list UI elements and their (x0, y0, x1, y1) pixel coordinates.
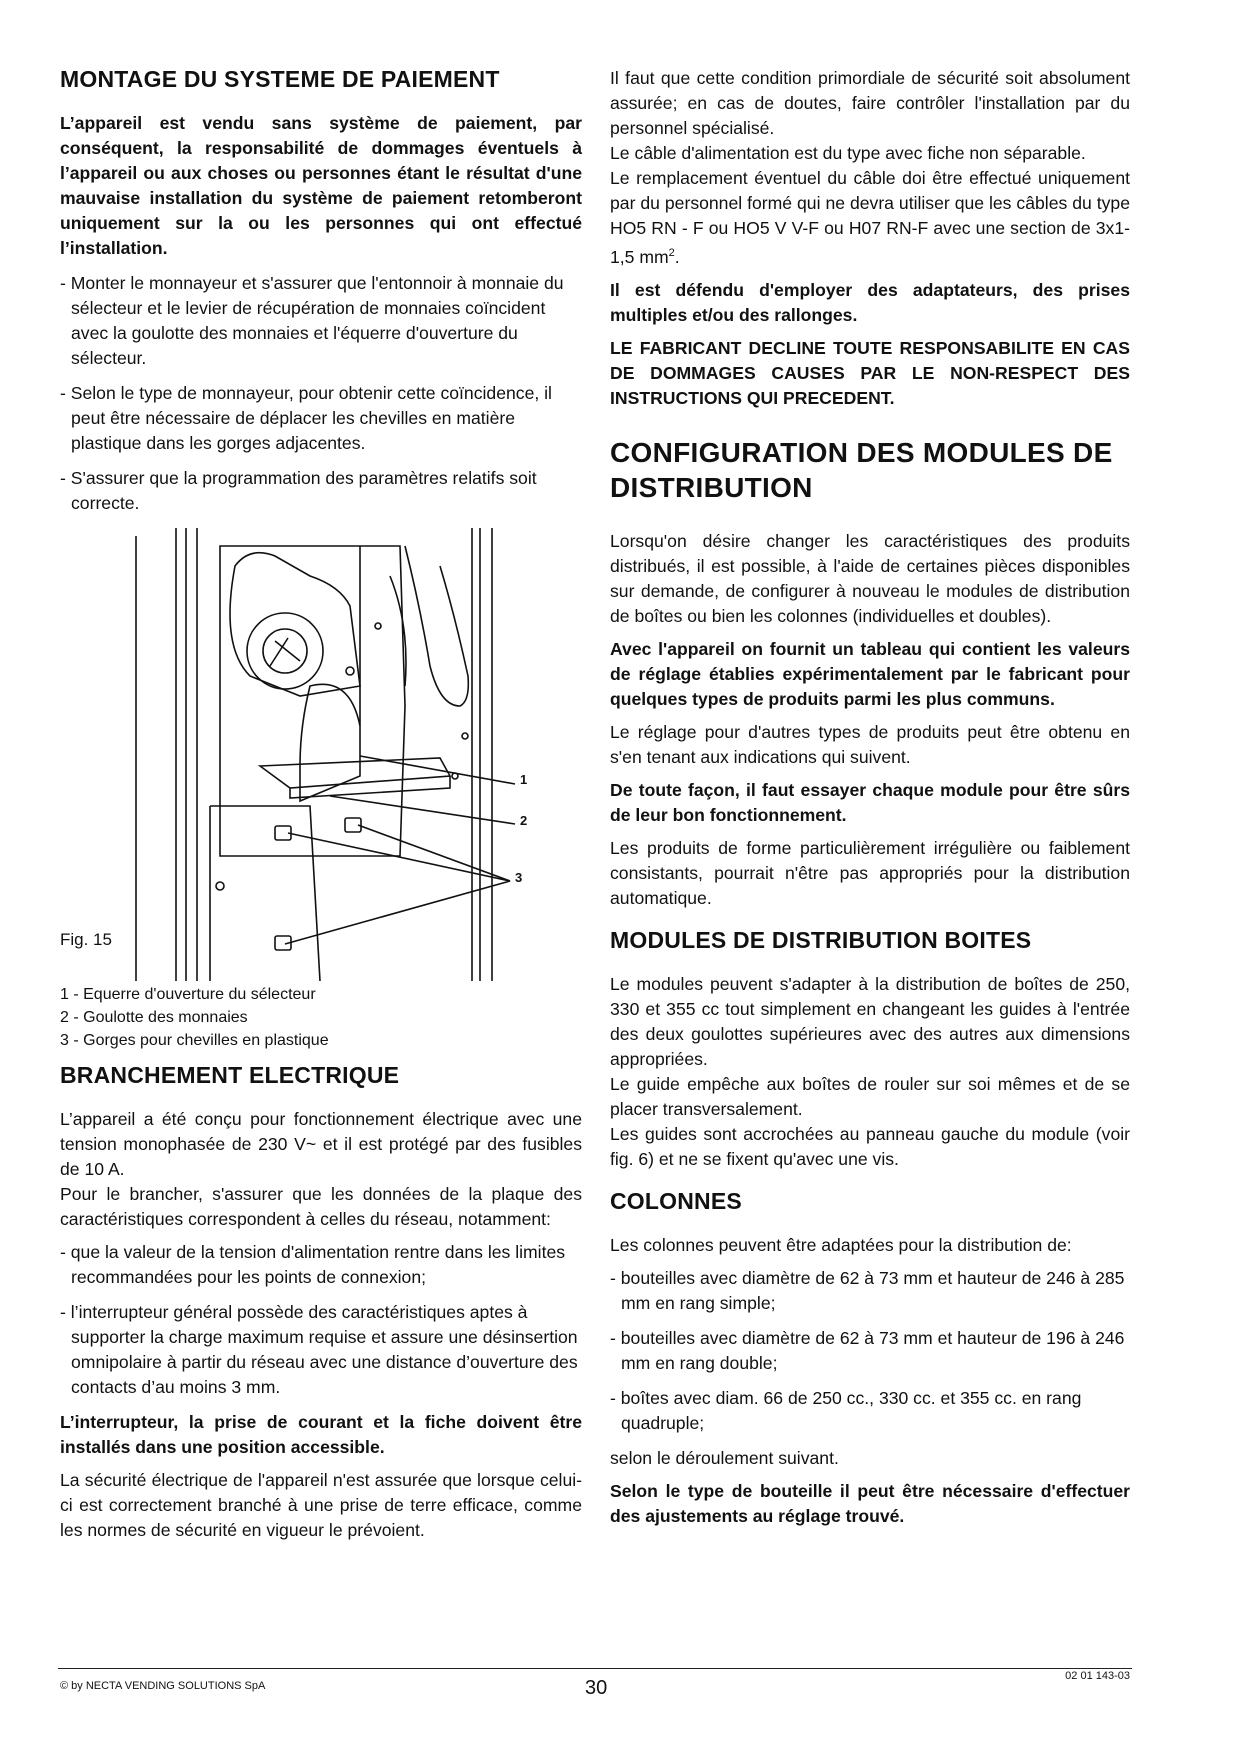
can-modules-p1: Le modules peuvent s'adapter à la distribution de boîtes de 250, 330 et 355 cc tout simplement en changeant les guides à l'entrée des deux goulottes supérieures avec des autres aux dimensions appropriées. (610, 973, 1130, 1069)
figure-label: Fig. 15 (60, 930, 112, 949)
electrical-safety: La sécurité électrique de l'appareil n'est assurée que lorsque celui-ci est correctement branché à une prise de terre efficace, comme les normes de sécurité en vigueur le prévoient. (60, 1470, 582, 1540)
list-item: - l’interrupteur général possède des caractéristiques aptes à supporter la charge maximum requise et assure une désinsertion omnipolaire à partir du réseau avec une distance d’ouverture des contacts d’au moins 3 mm. (60, 1302, 578, 1397)
list-item: - Monter le monnayeur et s'assurer que l'entonnoir à monnaie du sélecteur et le levier de récupération de monnaies coïncident avec la goulotte des monnaies et l'équerre d'ouverture du sélecteur. (60, 273, 564, 368)
callout-2: 2 (520, 813, 528, 828)
config-irregular: Les produits de forme particulièrement irrégulière ou faiblement consistants, pourrait n'être pas appropriés pour la distribution automatique. (610, 837, 1130, 908)
legend-item: 1 - Equerre d'ouverture du sélecteur (60, 986, 316, 1003)
cable-type: Le câble d'alimentation est du type avec fiche non séparable. (610, 143, 1086, 163)
figure-15 (60, 526, 582, 981)
electrical-check: Pour le brancher, s'assurer que les données de la plaque des caractéristiques correspondent à celles du réseau, notamment: (60, 1184, 582, 1229)
list-item: - bouteilles avec diamètre de 62 à 73 mm et hauteur de 246 à 285 mm en rang simple; (610, 1267, 1125, 1313)
config-table-note: Avec l'appareil on fournit un tableau qui contient les valeurs de réglage établies expérimentalement par le fabricant pour quelques types de produits parmi les plus communs. (610, 638, 1130, 709)
section-title-can-modules: MODULES DE DISTRIBUTION BOITES (610, 926, 1032, 953)
config-intro: Lorsqu'on désire changer les caractéristiques des produits distribués, il est possible, à l'aide de certaines pièces disponibles sur demande, de configurer à nouveau le modules de distribution de boîtes ou bien les colonnes (individuelles et doubles). (610, 530, 1130, 626)
callout-1: 1 (520, 772, 528, 787)
figure-legend (60, 983, 582, 1052)
electrical-checklist (60, 1240, 582, 1400)
right-column (610, 66, 1130, 1537)
columns-list (610, 1266, 1130, 1436)
can-modules-p2: Le guide empêche aux boîtes de rouler sur soi mêmes et de se placer transversalement. (610, 1073, 1130, 1119)
legend-item: 3 - Gorges pour chevilles en plastique (60, 1032, 329, 1049)
safety-condition: Il faut que cette condition primordiale de sécurité soit absolument assurée; en cas de doutes, faire contrôler l'installation par du personnel spécialisé. (610, 68, 1130, 138)
payment-warning: L’appareil est vendu sans système de paiement, par conséquent, la responsabilité de dommages éventuels à l’appareil ou aux choses ou personnes étant le résultat d'une mauvaise installation du système de paiement retomberont uniquement sur la ou les personnes qui ont effectué l’installation. (60, 113, 582, 258)
columns-adjustment-note: Selon le type de bouteille il peut être nécessaire d'effectuer des ajustements au réglage trouvé. (610, 1480, 1130, 1526)
left-column (60, 66, 582, 1551)
list-item: - boîtes avec diam. 66 de 250 cc., 330 cc. et 355 cc. en rang quadruple; (610, 1387, 1082, 1433)
can-modules-p3: Les guides sont accrochées au panneau gauche du module (voir fig. 6) et ne se fixent qu'avec une vis. (610, 1123, 1130, 1169)
columns-procedure: selon le déroulement suivant. (610, 1447, 839, 1468)
list-item: - bouteilles avec diamètre de 62 à 73 mm et hauteur de 196 à 246 mm en rang double; (610, 1327, 1125, 1373)
electrical-intro: L’appareil a été conçu pour fonctionnement électrique avec une tension monophasée de 230 V~ et il est protégé par des fusibles de 10 A. (60, 1109, 582, 1179)
config-test-note: De toute façon, il faut essayer chaque module pour être sûrs de leur bon fonctionnement. (610, 779, 1130, 825)
footer-divider (58, 1668, 1132, 1669)
list-item: - S'assurer que la programmation des paramètres relatifs soit correcte. (60, 468, 537, 513)
liability-disclaimer: LE FABRICANT DECLINE TOUTE RESPONSABILITE EN CAS DE DOMMAGES CAUSES PAR LE NON-RESPECT DES INSTRUCTIONS QUI PRECEDENT. (610, 337, 1130, 408)
page-number: 30 (585, 1677, 608, 1699)
section-title-configuration: CONFIGURATION DES MODULES DE DISTRIBUTION (610, 436, 1113, 503)
section-title-payment: MONTAGE DU SYSTEME DE PAIEMENT (60, 66, 500, 92)
list-item: - que la valeur de la tension d'alimentation rentre dans les limites recommandées pour les points de connexion; (60, 1242, 566, 1287)
columns-intro: Les colonnes peuvent être adaptées pour la distribution de: (610, 1234, 1072, 1255)
legend-item: 2 - Goulotte des monnaies (60, 1009, 248, 1026)
footer-copyright: © by NECTA VENDING SOLUTIONS SpA (60, 1680, 266, 1692)
config-other: Le réglage pour d'autres types de produits peut être obtenu en s'en tenant aux indications qui suivent. (610, 721, 1130, 767)
coin-mechanism-illustration (60, 526, 582, 981)
section-title-columns: COLONNES (610, 1187, 742, 1214)
section-title-electrical: BRANCHEMENT ELECTRIQUE (60, 1062, 400, 1088)
cable-replacement-end: . (674, 246, 680, 267)
cable-replacement-text: Le remplacement éventuel du câble doi être effectué uniquement par du personnel formé qui ne devra utiliser que les câbles du type HO5 RN - F ou HO5 V V-F ou H07 RN-F avec une section de 3x1-1,5 mm (610, 168, 1130, 267)
document-code: 02 01 143-03 (1065, 1670, 1130, 1682)
callout-3: 3 (515, 870, 523, 885)
switch-warning: L’interrupteur, la prise de courant et la fiche doivent être installés dans une position accessible. (60, 1412, 582, 1457)
payment-steps (60, 271, 582, 516)
adapter-warning: Il est défendu d'employer des adaptateurs, des prises multiples et/ou des rallonges. (610, 279, 1130, 325)
cable-replacement (610, 166, 1130, 270)
list-item: - Selon le type de monnayeur, pour obtenir cette coïncidence, il peut être nécessaire de déplacer les chevilles en matière plastique dans les gorges adjacentes. (60, 383, 552, 453)
superscript: 2 (668, 247, 675, 259)
